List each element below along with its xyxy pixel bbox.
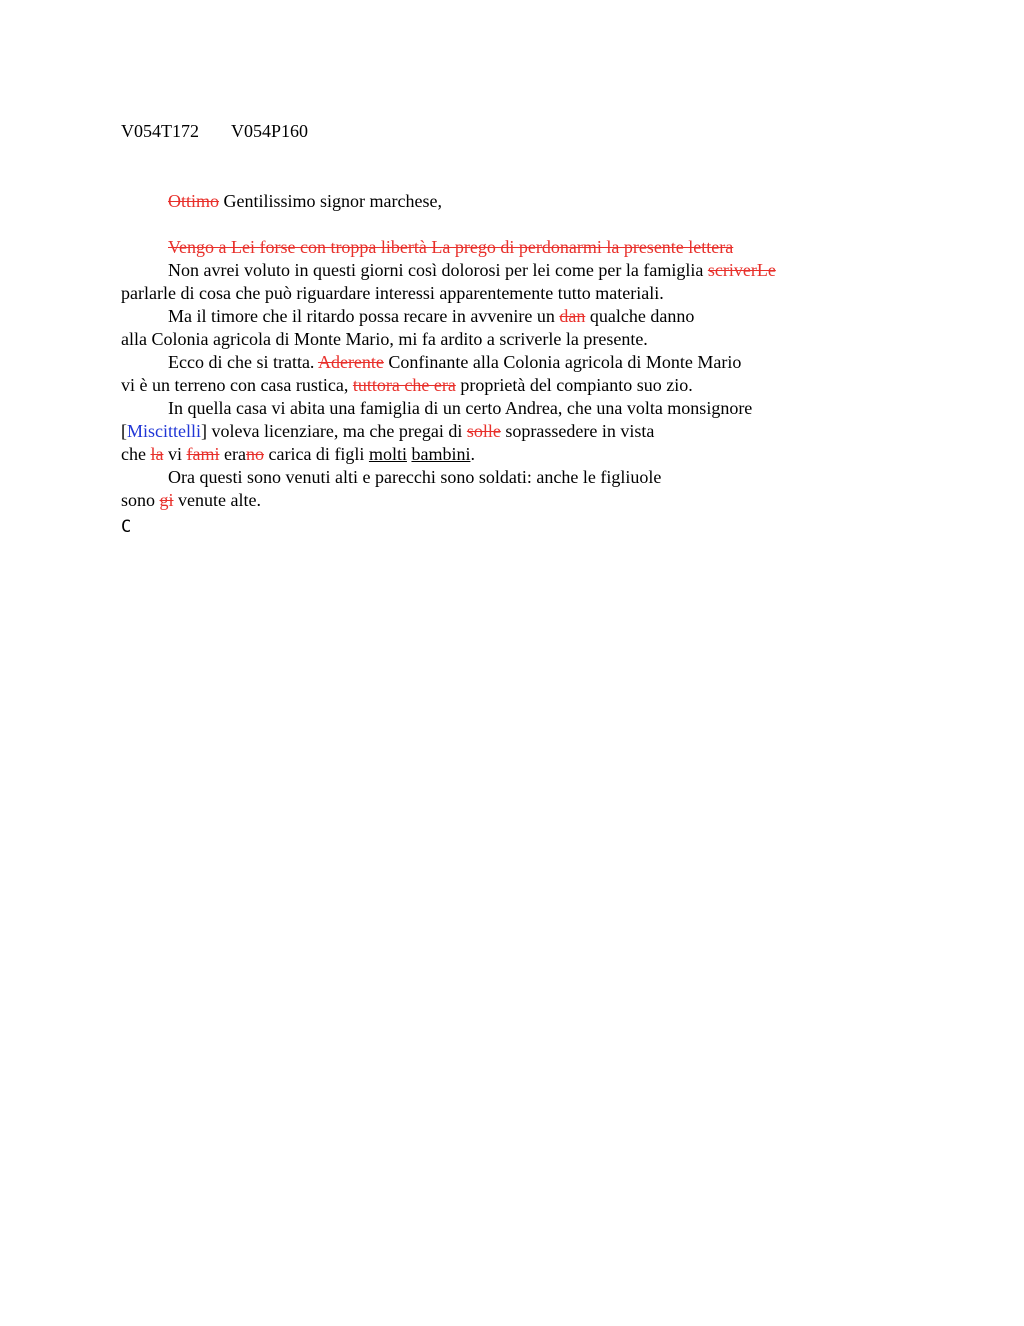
deleted-word: la [150, 444, 164, 464]
paragraph-5-line-2 [121, 489, 261, 512]
paragraph-4-line-1 [168, 397, 752, 420]
text-span: . [470, 444, 475, 464]
text-span: Ora questi sono venuti alti e parecchi sono soldati: anche le figliuole [168, 467, 662, 487]
salutation [168, 190, 442, 213]
text-span: soprassedere in vista [500, 421, 655, 441]
text-span: Ma il timore che il ritardo possa recare in avvenire un [168, 306, 560, 326]
text-span: Confinante alla Colonia agricola di Monte Mario [383, 352, 742, 372]
paragraph-2-line-1 [168, 305, 694, 328]
paragraph-2-line-2 [121, 328, 648, 351]
text-span: qualche danno [585, 306, 695, 326]
text-span: sono [121, 490, 160, 510]
underlined-word: molti [368, 444, 407, 464]
deleted-word: dan [559, 306, 586, 326]
deleted-word: fami [186, 444, 220, 464]
text-span: vi [163, 444, 187, 464]
editorial-insertion: Miscittelli [127, 421, 201, 441]
text-span: In quella casa vi abita una famiglia di un certo Andrea, che una volta monsignore [168, 398, 753, 418]
deleted-opening-line [168, 236, 733, 259]
text-span: proprietà del compianto suo zio. [455, 375, 693, 395]
deleted-word: Aderente [317, 352, 384, 372]
deleted-word: solle [466, 421, 501, 441]
paragraph-1-line-1 [168, 259, 776, 282]
paragraph-3-line-2 [121, 374, 693, 397]
text-span: venute alte. [173, 490, 261, 510]
deleted-sentence: Vengo a Lei forse con troppa libertà La prego di perdonarmi la presente lettera [168, 237, 734, 257]
text-span: Non avrei voluto in questi giorni così dolorosi per lei come per la famiglia [168, 260, 708, 280]
deleted-suffix: no [245, 444, 264, 464]
paragraph-4-line-2 [121, 420, 654, 443]
text-span: che [121, 444, 151, 464]
volume-id: V054T172 [121, 121, 199, 141]
footer-mark: C [121, 517, 132, 537]
deleted-word: scriverLe [707, 260, 776, 280]
paragraph-5-line-1 [168, 466, 661, 489]
deleted-word: Ottimo [168, 191, 220, 211]
text-span: parlarle di cosa che può riguardare interessi apparentemente tutto materiali. [121, 283, 664, 303]
deleted-word: gi [159, 490, 174, 510]
page-id: V054P160 [231, 121, 309, 141]
text-span: ] voleva licenziare, ma che pregai di [201, 421, 467, 441]
text-span: alla Colonia agricola di Monte Mario, mi fa ardito a scriverle la presente. [121, 329, 648, 349]
text-span: carica di figli [263, 444, 369, 464]
text-span: vi è un terreno con casa rustica, [121, 375, 353, 395]
paragraph-1-line-2 [121, 282, 664, 305]
text-span: era [219, 444, 246, 464]
document-header [121, 120, 308, 143]
paragraph-3-line-1 [168, 351, 741, 374]
bracket: [ [121, 421, 127, 441]
salutation-text: Gentilissimo signor marchese, [219, 191, 442, 211]
paragraph-4-line-3 [121, 443, 475, 466]
underlined-word: bambini [411, 444, 471, 464]
text-span: Ecco di che si tratta. [168, 352, 318, 372]
deleted-phrase: tuttora che era [352, 375, 456, 395]
